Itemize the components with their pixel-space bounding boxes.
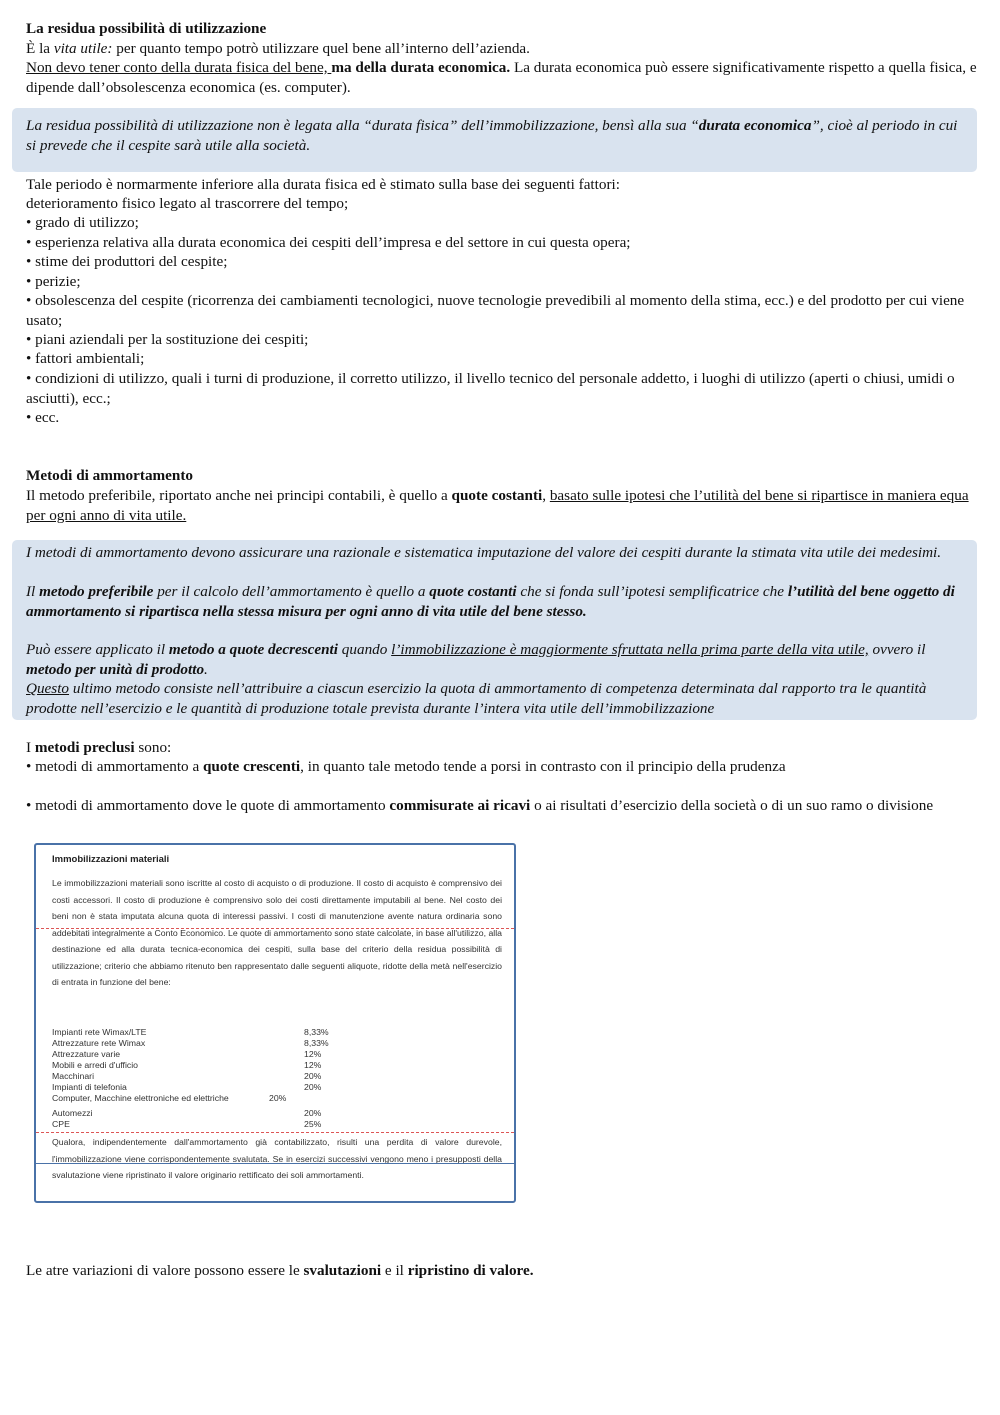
rate-name: Automezzi — [52, 1108, 93, 1118]
rate-row — [52, 1060, 352, 1071]
quote-box-metodi — [12, 540, 977, 720]
rate-value: 20% — [304, 1071, 322, 1081]
quote-durata-text: La residua possibilità di utilizzazione non è legata alla “durata fisica” dell’immobilizzazione, bensì alla sua “durata economica”, cioè al periodo in cui si prevede che il cespite sarà utile alla società. — [26, 117, 958, 154]
factor-item: • stime dei produttori del cespite; — [26, 253, 228, 270]
factor-item: deterioramento fisico legato al trascorrere del tempo; — [26, 195, 349, 212]
factors-intro: Tale periodo è normarmente inferiore alla durata fisica ed è stimato sulla base dei seguenti fattori: — [26, 176, 620, 193]
precluded-item-quote-crescenti: • metodi di ammortamento a quote crescenti, in quanto tale metodo tende a porsi in contrasto con il principio della prudenza — [26, 758, 786, 775]
rate-row — [52, 1071, 352, 1082]
rate-row — [52, 1093, 352, 1104]
excerpt-title: Immobilizzazioni materiali — [52, 854, 170, 865]
factor-item: • esperienza relativa alla durata economica dei cespiti dell’impresa e del settore in cui questa opera; — [26, 234, 631, 251]
rate-row — [52, 1108, 352, 1119]
rate-name: Computer, Macchine elettroniche ed elettriche — [52, 1093, 229, 1103]
factor-item: • obsolescenza del cespite (ricorrenza dei cambiamenti tecnologici, nuove tecnologie prevedibili al momento della stima, ecc.) e del prodotto per cui viene usato; — [26, 292, 965, 329]
dashed-separator — [36, 928, 514, 929]
factor-item: • piani aziendali per la sostituzione dei cespiti; — [26, 331, 309, 348]
rate-value: 12% — [304, 1049, 322, 1059]
durata-paragraph: Non devo tener conto della durata fisica del bene, ma della durata economica. La durata economica può essere significativamente rispetto a quella fisica, e dipende dall’obsolescenza economica (es. computer). — [26, 59, 977, 96]
rate-row — [52, 1027, 352, 1038]
factor-item: • fattori ambientali; — [26, 350, 145, 367]
rate-value: 12% — [304, 1060, 322, 1070]
rate-name: Attrezzature rete Wimax — [52, 1038, 146, 1048]
rate-row — [52, 1119, 352, 1130]
rate-value: 20% — [304, 1108, 322, 1118]
rate-name: Macchinari — [52, 1071, 95, 1081]
excerpt-paragraph-2: Qualora, indipendentemente dall'ammortamento già contabilizzato, risulti una perdita di valore durevole, l'immobilizzazione viene corrispondentemente svalutata. Se in esercizi successivi vengono meno i presupposti della svalutazione viene ripristinato il valore originario rettificato dei soli ammortamenti. — [52, 1137, 502, 1180]
factor-item: • ecc. — [26, 409, 60, 426]
rate-name: Attrezzature varie — [52, 1049, 121, 1059]
rates-list — [52, 1027, 352, 1130]
closing-line: Le atre variazioni di valore possono essere le svalutazioni e il ripristino di valore. — [26, 1262, 534, 1279]
rate-name: Mobili e arredi d'ufficio — [52, 1060, 139, 1070]
definition-line: È la vita utile: per quanto tempo potrò utilizzare quel bene all’interno dell’azienda. — [26, 40, 530, 57]
section-title-residua: La residua possibilità di utilizzazione — [26, 20, 267, 37]
embedded-excerpt-immobilizzazioni — [34, 843, 516, 1203]
rate-value: 8,33% — [304, 1038, 329, 1048]
rate-value: 25% — [304, 1119, 322, 1129]
box-paragraph-4: Questo ultimo metodo consiste nell’attribuire a ciascun esercizio la quota di ammortamento di competenza determinata dal rapporto tra le quantità prodotte nell’esercizio e le quantità di produzione totale prevista durante l’intera vita utile dell’immobilizzazione — [26, 680, 927, 717]
dashed-separator — [36, 1132, 514, 1133]
box-paragraph-3: Può essere applicato il metodo a quote decrescenti quando l’immobilizzazione è maggiormente sfruttata nella prima parte della vita utile, ovvero il metodo per unità di prodotto. — [26, 641, 926, 678]
rate-row — [52, 1049, 352, 1060]
excerpt-paragraph-1: Le immobilizzazioni materiali sono iscritte al costo di acquisto o di produzione. Il costo di acquisto è comprensivo dei costi accessori. Il costo di produzione è comprensivo solo dei costi direttamente imputabili al bene. Nel costo dei beni non è stata imputata alcuna quota di interessi passivi. I costi di manutenzione avente natura ordinaria sono addebitati integralmente a Conto Economico. Le quote di ammortamento sono state calcolate, in base all'utilizzo, alla destinazione ed alla durata tecnica-economica dei cespiti, sulla base del criterio della residua possibilità di utilizzazione; criterio che abbiamo ritenuto ben rappresentato dalle seguenti aliquote, ridotte della metà nell'esercizio di entrata in funzione del bene: — [52, 878, 502, 987]
rate-value: 20% — [304, 1082, 322, 1092]
factor-item: • grado di utilizzo; — [26, 214, 139, 231]
solid-separator — [36, 1163, 514, 1164]
section-title-metodi: Metodi di ammortamento — [26, 467, 194, 484]
vita-utile-term: vita utile: — [53, 40, 113, 57]
rate-name: CPE — [52, 1119, 70, 1129]
box-paragraph-1: I metodi di ammortamento devono assicurare una razionale e sistematica imputazione del valore dei cespiti durante la stimata vita utile dei medesimi. — [26, 544, 942, 561]
metodi-preclusi-heading: I metodi preclusi sono: — [26, 739, 172, 756]
quote-box-durata — [12, 108, 977, 172]
factor-item: • condizioni di utilizzo, quali i turni di produzione, il corretto utilizzo, il livello tecnico del personale addetto, i luoghi di utilizzo (aperti o chiusi, umidi o asciutti), ecc.; — [26, 370, 955, 407]
rate-name: Impianti di telefonia — [52, 1082, 127, 1092]
rate-value: 20% — [269, 1093, 287, 1103]
metodi-intro: Il metodo preferibile, riportato anche nei principi contabili, è quello a quote costanti, basato sulle ipotesi che l’utilità del bene si ripartisce in maniera equa per ogni anno di vita utile. — [26, 487, 969, 524]
box-paragraph-2: Il metodo preferibile per il calcolo dell’ammortamento è quello a quote costanti che si fonda sull’ipotesi semplificatrice che l’utilità del bene oggetto di ammortamento si ripartisca nella stessa misura per ogni anno di vita utile del bene stesso. — [26, 583, 955, 620]
factor-item: • perizie; — [26, 273, 81, 290]
rate-name: Impianti rete Wimax/LTE — [52, 1027, 147, 1037]
rate-value: 8,33% — [304, 1027, 329, 1037]
rate-row — [52, 1082, 352, 1093]
precluded-item-ricavi: • metodi di ammortamento dove le quote di ammortamento commisurate ai ricavi o ai risultati d’esercizio della società o di un suo ramo o divisione — [26, 797, 934, 814]
rate-row — [52, 1038, 352, 1049]
